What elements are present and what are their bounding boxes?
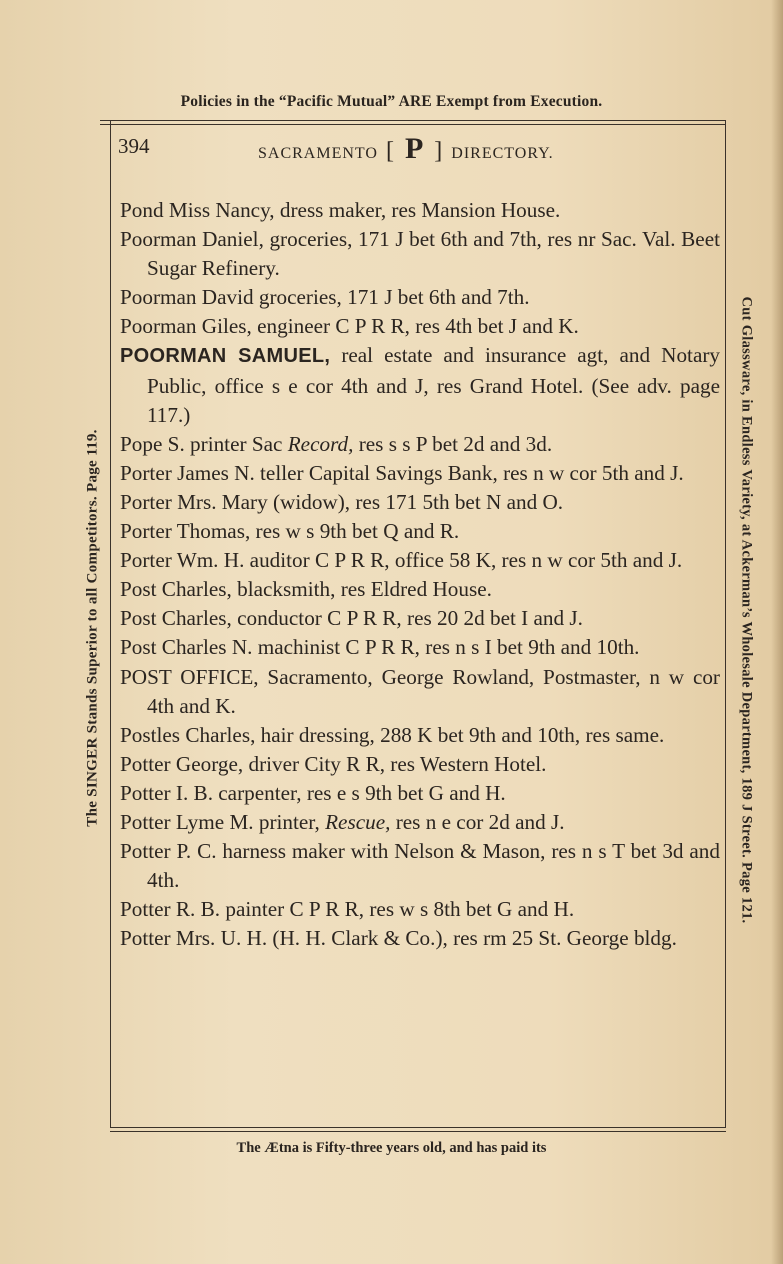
entry-italic-text: Rescue, bbox=[325, 809, 391, 834]
directory-entry bbox=[120, 808, 720, 837]
entry-text: Poorman David groceries, 171 J bet 6th and 7th. bbox=[120, 285, 530, 310]
top-banner-ad: Policies in the “Pacific Mutual” ARE Exempt from Execution. bbox=[180, 93, 603, 110]
right-margin-ad-text: Cut Glassware, in Endless Variety, at Ackerman’s Wholesale Department, 189 J Street. Page 121. bbox=[738, 296, 755, 924]
running-head bbox=[258, 132, 554, 166]
entry-caps-name: POORMAN SAMUEL, bbox=[120, 345, 331, 368]
entry-text: Postles Charles, hair dressing, 288 K bet 9th and 10th, res same. bbox=[120, 722, 665, 747]
entry-text-after: res n e cor 2d and J. bbox=[390, 809, 565, 834]
directory-entry bbox=[120, 663, 720, 721]
directory-entry bbox=[120, 196, 720, 225]
entry-text: real estate and insurance agt, and Notary Public, office s e cor 4th and J, res Grand Hotel. (See adv. page 117.) bbox=[147, 343, 720, 427]
directory-entry bbox=[120, 779, 720, 808]
directory-entry bbox=[120, 225, 720, 283]
directory-entry bbox=[120, 575, 720, 604]
directory-entry bbox=[120, 750, 720, 779]
entry-text-after: res s s P bet 2d and 3d. bbox=[353, 431, 553, 456]
directory-entry bbox=[120, 283, 720, 312]
directory-entry bbox=[120, 430, 720, 459]
entry-text: Poorman Daniel, groceries, 171 J bet 6th and 7th, res nr Sac. Val. Beet Sugar Refinery. bbox=[120, 227, 720, 281]
directory-entry bbox=[120, 488, 720, 517]
page-number: 394 bbox=[118, 134, 150, 158]
frame-bottom-rule bbox=[110, 1127, 726, 1128]
page-header bbox=[118, 132, 718, 164]
frame-bottom-rule-thin bbox=[110, 1131, 726, 1132]
running-head-city: SACRAMENTO bbox=[258, 145, 378, 162]
entry-italic-text: Record, bbox=[287, 431, 354, 456]
directory-entry bbox=[120, 604, 720, 633]
directory-entry bbox=[120, 721, 720, 750]
directory-entry bbox=[120, 517, 720, 546]
bracket-open: [ bbox=[385, 138, 395, 164]
page-edge-shadow bbox=[771, 0, 783, 1264]
entry-text: Potter I. B. carpenter, res e s 9th bet G and H. bbox=[120, 780, 506, 805]
directory-entry bbox=[120, 312, 720, 341]
left-margin-ad-text: The SINGER Stands Superior to all Competitors. Page 119. bbox=[84, 429, 101, 827]
entry-text: Poorman Giles, engineer C P R R, res 4th bet J and K. bbox=[120, 314, 579, 339]
entry-text: Potter R. B. painter C P R R, res w s 8th bet G and H. bbox=[120, 897, 575, 922]
entry-text: Post Charles N. machinist C P R R, res n s I bet 9th and 10th. bbox=[120, 635, 640, 660]
entry-text: Potter Mrs. U. H. (H. H. Clark & Co.), res rm 25 St. George bldg. bbox=[120, 926, 677, 951]
bracket-close: ] bbox=[434, 138, 444, 164]
directory-entry bbox=[120, 633, 720, 662]
entry-text: Post Charles, conductor C P R R, res 20 2d bet I and J. bbox=[120, 606, 583, 631]
entry-text: POST OFFICE, Sacramento, George Rowland, Postmaster, n w cor 4th and K. bbox=[120, 664, 720, 718]
directory-entry bbox=[120, 837, 720, 895]
directory-entry bbox=[120, 459, 720, 488]
running-head-title: DIRECTORY. bbox=[451, 145, 554, 162]
entry-text: Porter James N. teller Capital Savings Bank, res n w cor 5th and J. bbox=[120, 460, 684, 485]
entry-text: Potter P. C. harness maker with Nelson & Mason, res n s T bet 3d and 4th. bbox=[120, 839, 720, 893]
directory-entries bbox=[120, 196, 720, 953]
bottom-banner-ad: The Ætna is Fifty-three years old, and has paid its bbox=[236, 1140, 547, 1156]
directory-entry bbox=[120, 341, 720, 429]
section-letter: P bbox=[404, 132, 425, 165]
entry-text: Post Charles, blacksmith, res Eldred House. bbox=[120, 577, 492, 602]
entry-text: Porter Wm. H. auditor C P R R, office 58 K, res n w cor 5th and J. bbox=[120, 548, 683, 573]
entry-text: Pope S. printer Sac bbox=[120, 431, 288, 456]
directory-entry bbox=[120, 546, 720, 575]
directory-entry bbox=[120, 924, 720, 953]
entry-text: Pond Miss Nancy, dress maker, res Mansion House. bbox=[120, 198, 561, 222]
entry-text: Potter George, driver City R R, res Western Hotel. bbox=[120, 751, 547, 776]
entry-text: Porter Mrs. Mary (widow), res 171 5th bet N and O. bbox=[120, 489, 564, 514]
entry-text: Potter Lyme M. printer, bbox=[120, 809, 326, 834]
entry-text: Porter Thomas, res w s 9th bet Q and R. bbox=[120, 519, 460, 544]
directory-entry bbox=[120, 895, 720, 924]
